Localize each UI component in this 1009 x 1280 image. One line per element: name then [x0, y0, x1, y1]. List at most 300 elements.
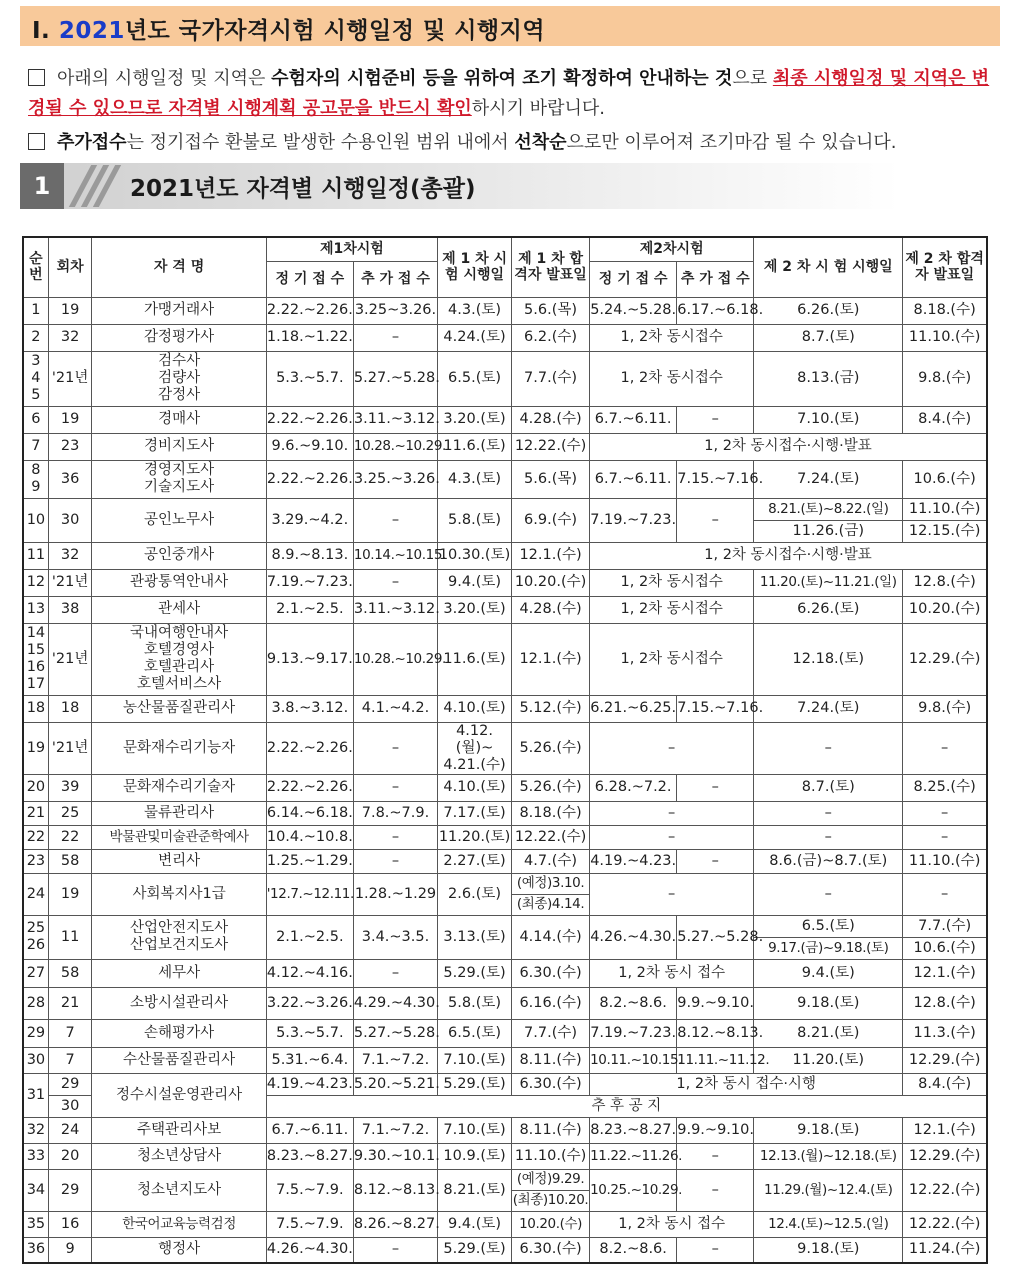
table-cell: 4.12.(월)~ 4.21.(수): [438, 722, 512, 774]
table-cell: –: [754, 825, 903, 849]
table-cell: 7.7.(수): [512, 1019, 590, 1047]
table-cell: 30: [48, 1095, 92, 1117]
table-cell: 8.2.~8.6.: [590, 1237, 677, 1263]
table-cell: 9.4.(토): [438, 569, 512, 596]
table-cell: 6.16.(수): [512, 987, 590, 1019]
table-cell: 9.13.~9.17.: [266, 623, 353, 695]
table-cell: 11.3.(수): [903, 1019, 987, 1047]
table-cell: 2.1.~2.5.: [266, 915, 353, 959]
table-cell: 10.28.~10.29.: [353, 433, 437, 460]
table-cell: 청소년상담사: [92, 1143, 266, 1169]
table-cell: 21: [48, 987, 92, 1019]
header-first-exam: 제1차시험: [266, 237, 437, 261]
table-cell: 6.7.~6.11.: [590, 406, 677, 433]
table-cell: 6.5.(토): [438, 1019, 512, 1047]
table-cell: 3.11.~3.12.: [353, 406, 437, 433]
table-cell: 3.25.~3.26.: [353, 460, 437, 498]
table-cell: –: [677, 498, 754, 542]
table-cell: 12: [23, 569, 48, 596]
table-cell: 14 15 16 17: [23, 623, 48, 695]
table-cell: 3.13.(토): [438, 915, 512, 959]
table-cell: 6.5.(토): [754, 915, 903, 937]
header-second-exam: 제2차시험: [590, 237, 754, 261]
table-cell: 12.4.(토)~12.5.(일): [754, 1211, 903, 1237]
table-cell: –: [903, 722, 987, 774]
table-cell: '12.7.~12.11.: [266, 873, 353, 915]
table-cell: 9.18.(토): [754, 987, 903, 1019]
header-first-result: 제 1 차 합격자 발표일: [512, 237, 590, 297]
table-cell: 12.22.(수): [512, 825, 590, 849]
table-cell: 2.22.~2.26.: [266, 406, 353, 433]
table-cell: 5.27.~5.28.: [353, 1019, 437, 1047]
table-cell: 4.19.~4.23.: [266, 1073, 353, 1095]
table-cell: 11.10.(수): [903, 849, 987, 873]
table-cell: 1, 2차 동시 접수: [590, 959, 754, 987]
table-cell: 7.15.~7.16.: [677, 460, 754, 498]
table-cell: '21년: [48, 351, 92, 406]
table-cell: 11.10.(수): [512, 1143, 590, 1169]
table-cell: 5.3.~5.7.: [266, 351, 353, 406]
table-cell: 관광통역안내사: [92, 569, 266, 596]
table-cell: 29: [48, 1073, 92, 1095]
table-cell: 11.22.~11.26.: [590, 1143, 677, 1169]
table-cell: 19: [48, 406, 92, 433]
chapter-title-text: 년도 국가자격시험 시행일정 및 시행지역: [124, 18, 546, 44]
table-cell: 3.20.(토): [438, 406, 512, 433]
table-cell: 10.20.(수): [903, 596, 987, 623]
table-cell: 9.8.(수): [903, 351, 987, 406]
table-cell: 11.29.(월)~12.4.(토): [754, 1169, 903, 1211]
table-cell: 11.10.(수): [903, 498, 987, 520]
table-cell: (최종)4.14.: [512, 894, 590, 915]
table-cell: (예정)3.10.: [512, 873, 590, 894]
header-first-date: 제 1 차 시 험 시행일: [438, 237, 512, 297]
table-row: [23, 774, 987, 801]
table-cell: 주택관리사보: [92, 1117, 266, 1143]
table-cell: 1, 2차 동시 접수: [590, 1211, 754, 1237]
table-cell: –: [590, 825, 754, 849]
table-cell: 4.19.~4.23.: [590, 849, 677, 873]
table-cell: 10.11.~10.15.: [590, 1047, 677, 1073]
table-cell: –: [353, 722, 437, 774]
table-cell: 9.18.(토): [754, 1237, 903, 1263]
table-cell: 7.19.~7.23.: [590, 1019, 677, 1047]
table-cell: 19: [48, 873, 92, 915]
table-cell: 산업안전지도사 산업보건지도사: [92, 915, 266, 959]
table-cell: 관세사: [92, 596, 266, 623]
table-cell: 경영지도사 기술지도사: [92, 460, 266, 498]
table-cell: 4.1.~4.2.: [353, 695, 437, 722]
table-cell: 8.7.(토): [754, 324, 903, 351]
table-cell: 36: [23, 1237, 48, 1263]
table-cell: 경매사: [92, 406, 266, 433]
table-cell: 공인노무사: [92, 498, 266, 542]
table-cell: 6.7.~6.11.: [590, 460, 677, 498]
table-cell: 8.2.~8.6.: [590, 987, 677, 1019]
table-cell: 행정사: [92, 1237, 266, 1263]
table-cell: 6.30.(수): [512, 959, 590, 987]
table-cell: 23: [23, 849, 48, 873]
table-cell: 12.15.(수): [903, 520, 987, 542]
table-cell: –: [677, 1169, 754, 1211]
table-cell: 25: [48, 801, 92, 825]
table-cell: 1, 2차 동시접수: [590, 351, 754, 406]
table-cell: 7: [48, 1047, 92, 1073]
table-cell: 8.18.(수): [512, 801, 590, 825]
table-cell: 7.7.(수): [512, 351, 590, 406]
table-cell: 6.26.(토): [754, 297, 903, 324]
table-cell: 4.7.(수): [512, 849, 590, 873]
table-cell: 7.7.(수): [903, 915, 987, 937]
table-cell: 9.30.~10.1.: [353, 1143, 437, 1169]
table-cell: 18: [23, 695, 48, 722]
table-cell: 28: [23, 987, 48, 1019]
table-cell: 12.29.(수): [903, 1143, 987, 1169]
table-cell: 4.26.~4.30.: [266, 1237, 353, 1263]
table-cell: 9.18.(토): [754, 1117, 903, 1143]
table-cell: 4.28.(수): [512, 406, 590, 433]
table-cell: –: [903, 801, 987, 825]
table-cell: 7.19.~7.23.: [590, 498, 677, 542]
table-cell: –: [754, 873, 903, 915]
table-row: [23, 623, 987, 695]
table-cell: 추 후 공 지: [266, 1095, 987, 1117]
table-cell: –: [677, 406, 754, 433]
table-cell: –: [353, 774, 437, 801]
table-cell: 8.18.(수): [903, 297, 987, 324]
table-row: [23, 849, 987, 873]
table-cell: 30: [23, 1047, 48, 1073]
table-cell: 4.26.~4.30.: [590, 915, 677, 959]
table-row: [23, 542, 987, 569]
table-cell: 58: [48, 959, 92, 987]
table-cell: 2.22.~2.26.: [266, 722, 353, 774]
table-cell: 9.4.(토): [754, 959, 903, 987]
table-cell: 3.20.(토): [438, 596, 512, 623]
table-cell: 3.11.~3.12.: [353, 596, 437, 623]
header-no: 순번: [23, 237, 48, 297]
table-cell: 1, 2차 동시접수·시행·발표: [590, 542, 987, 569]
warning-text: 최종 시행일정 및 지역은 변경될 수 있으므로 자격별 시행계획 공고문을 반드시 확인: [28, 68, 990, 119]
table-cell: 8.23.~8.27.: [590, 1117, 677, 1143]
table-cell: –: [677, 774, 754, 801]
table-cell: 6.7.~6.11.: [266, 1117, 353, 1143]
table-cell: 10: [23, 498, 48, 542]
table-cell: 10.4.~10.8.: [266, 825, 353, 849]
table-cell: 11: [48, 915, 92, 959]
table-cell: 9.9.~9.10.: [677, 987, 754, 1019]
table-cell: 7.15.~7.16.: [677, 695, 754, 722]
table-cell: 25 26: [23, 915, 48, 959]
table-cell: 10.9.(토): [438, 1143, 512, 1169]
table-cell: 11: [23, 542, 48, 569]
table-row: [23, 460, 987, 498]
table-cell: 19: [48, 297, 92, 324]
table-cell: 5.29.(토): [438, 1237, 512, 1263]
table-cell: 7.19.~7.23.: [266, 569, 353, 596]
table-cell: 5.26.(수): [512, 722, 590, 774]
table-cell: 3.8.~3.12.: [266, 695, 353, 722]
table-cell: 30: [48, 498, 92, 542]
table-cell: 35: [23, 1211, 48, 1237]
table-cell: 4.3.(토): [438, 297, 512, 324]
table-cell: 2.22.~2.26.: [266, 460, 353, 498]
table-cell: 경비지도사: [92, 433, 266, 460]
table-cell: 6.17.~6.18.: [677, 297, 754, 324]
table-cell: 32: [48, 542, 92, 569]
table-cell: '21년: [48, 569, 92, 596]
table-cell: 20: [48, 1143, 92, 1169]
table-cell: 7.24.(토): [754, 695, 903, 722]
table-cell: 12.22.(수): [903, 1169, 987, 1211]
table-cell: 5.27.~5.28.: [677, 915, 754, 959]
table-cell: –: [677, 1237, 754, 1263]
table-cell: 8.11.(수): [512, 1047, 590, 1073]
table-cell: 4.10.(토): [438, 774, 512, 801]
table-cell: 8.6.(금)~8.7.(토): [754, 849, 903, 873]
table-cell: 6.21.~6.25.: [590, 695, 677, 722]
table-row: [23, 1073, 987, 1095]
table-cell: 11.10.(수): [903, 324, 987, 351]
header-first-additional: 추 가 접 수: [353, 261, 437, 297]
table-row: [23, 915, 987, 937]
table-cell: –: [677, 849, 754, 873]
table-cell: 5.31.~6.4.: [266, 1047, 353, 1073]
table-cell: –: [353, 849, 437, 873]
table-cell: 9.6.~9.10.: [266, 433, 353, 460]
table-cell: 7.5.~7.9.: [266, 1211, 353, 1237]
table-cell: 8 9: [23, 460, 48, 498]
table-cell: 11.26.(금): [754, 520, 903, 542]
table-cell: 11.6.(토): [438, 623, 512, 695]
table-cell: 8.4.(수): [903, 406, 987, 433]
table-cell: 33: [23, 1143, 48, 1169]
table-cell: 29: [48, 1169, 92, 1211]
table-row: [23, 1169, 987, 1190]
table-cell: 8.23.~8.27.: [266, 1143, 353, 1169]
table-cell: (최종)10.20.: [512, 1190, 590, 1211]
table-cell: 12.29.(수): [903, 623, 987, 695]
table-cell: 7.17.(토): [438, 801, 512, 825]
table-cell: 11.6.(토): [438, 433, 512, 460]
table-cell: 5.6.(목): [512, 297, 590, 324]
table-cell: 3.4.~3.5.: [353, 915, 437, 959]
table-cell: 12.18.(토): [754, 623, 903, 695]
table-cell: –: [353, 1237, 437, 1263]
table-cell: 23: [48, 433, 92, 460]
table-cell: 4.14.(수): [512, 915, 590, 959]
table-cell: 31: [23, 1073, 48, 1117]
table-cell: 10.14.~10.15.: [353, 542, 437, 569]
header-second-result: 제 2 차 합격자 발표일: [903, 237, 987, 297]
chapter-number: Ⅰ.: [32, 18, 51, 44]
table-cell: 검수사 검량사 감정사: [92, 351, 266, 406]
table-cell: 5.20.~5.21.: [353, 1073, 437, 1095]
table-row: [23, 406, 987, 433]
table-cell: 6.28.~7.2.: [590, 774, 677, 801]
table-cell: 공인중개사: [92, 542, 266, 569]
table-cell: 국내여행안내사 호텔경영사 호텔관리사 호텔서비스사: [92, 623, 266, 695]
table-cell: 6.14.~6.18.: [266, 801, 353, 825]
table-cell: 6: [23, 406, 48, 433]
table-cell: 농산물품질관리사: [92, 695, 266, 722]
table-cell: –: [590, 873, 754, 915]
table-cell: 6.26.(토): [754, 596, 903, 623]
table-cell: 4.10.(토): [438, 695, 512, 722]
table-cell: 문화재수리기능자: [92, 722, 266, 774]
table-cell: 12.1.(수): [512, 623, 590, 695]
table-row: [23, 596, 987, 623]
table-cell: 가맹거래사: [92, 297, 266, 324]
table-cell: 5.8.(토): [438, 987, 512, 1019]
table-cell: 12.8.(수): [903, 987, 987, 1019]
table-row: [23, 297, 987, 324]
table-cell: 1, 2차 동시접수·시행·발표: [590, 433, 987, 460]
table-cell: 4.3.(토): [438, 460, 512, 498]
table-row: [23, 1047, 987, 1073]
table-cell: 10.30.(토): [438, 542, 512, 569]
table-cell: 7: [48, 1019, 92, 1047]
table-cell: 22: [23, 825, 48, 849]
table-cell: 6.30.(수): [512, 1073, 590, 1095]
table-cell: –: [353, 498, 437, 542]
table-cell: 12.13.(월)~12.18.(토): [754, 1143, 903, 1169]
table-cell: 3.25~3.26.: [353, 297, 437, 324]
table-cell: 1.18.~1.22.: [266, 324, 353, 351]
table-cell: 21: [23, 801, 48, 825]
table-cell: 39: [48, 774, 92, 801]
table-cell: 5.27.~5.28.: [353, 351, 437, 406]
table-cell: 3.29.~4.2.: [266, 498, 353, 542]
table-cell: 1, 2차 동시접수: [590, 623, 754, 695]
table-cell: –: [353, 825, 437, 849]
table-cell: –: [754, 801, 903, 825]
table-cell: 손해평가사: [92, 1019, 266, 1047]
table-cell: 2.22.~2.26.: [266, 774, 353, 801]
table-cell: 4.28.(수): [512, 596, 590, 623]
table-cell: (예정)9.29.: [512, 1169, 590, 1190]
table-cell: 8.21.(토): [438, 1169, 512, 1211]
table-cell: 5.8.(토): [438, 498, 512, 542]
table-cell: 12.8.(수): [903, 569, 987, 596]
table-cell: 감정평가사: [92, 324, 266, 351]
table-cell: 7.10.(토): [754, 406, 903, 433]
table-cell: 8.11.(수): [512, 1117, 590, 1143]
table-cell: –: [590, 722, 754, 774]
table-row: [23, 569, 987, 596]
table-cell: 24: [48, 1117, 92, 1143]
chapter-title: [32, 12, 545, 45]
table-cell: –: [903, 825, 987, 849]
table-cell: 10.6.(수): [903, 460, 987, 498]
table-cell: 19: [23, 722, 48, 774]
table-cell: 12.29.(수): [903, 1047, 987, 1073]
table-cell: 12.22.(수): [903, 1211, 987, 1237]
table-row: [23, 433, 987, 460]
table-cell: 2: [23, 324, 48, 351]
table-row: [23, 498, 987, 520]
table-cell: 8.21.(토): [754, 1019, 903, 1047]
table-cell: 소방시설관리사: [92, 987, 266, 1019]
table-row: [23, 1211, 987, 1237]
table-cell: 4.12.~4.16.: [266, 959, 353, 987]
table-cell: –: [353, 324, 437, 351]
table-cell: 8.7.(토): [754, 774, 903, 801]
table-cell: –: [353, 959, 437, 987]
table-cell: 18: [48, 695, 92, 722]
table-row: [23, 959, 987, 987]
table-cell: 7: [23, 433, 48, 460]
table-cell: 32: [48, 324, 92, 351]
schedule-table: [22, 236, 988, 1264]
table-cell: 7.10.(토): [438, 1047, 512, 1073]
table-cell: 6.5.(토): [438, 351, 512, 406]
table-cell: 9.9.~9.10.: [677, 1117, 754, 1143]
table-cell: 8.12.~8.13.: [353, 1169, 437, 1211]
table-cell: 3.22.~3.26.: [266, 987, 353, 1019]
checkbox-bullet: [28, 69, 45, 86]
table-cell: 1, 2차 동시 접수·시행: [590, 1073, 903, 1095]
table-cell: 10.20.(수): [512, 1211, 590, 1237]
table-row: [23, 987, 987, 1019]
table-row: [23, 695, 987, 722]
table-cell: 수산물품질관리사: [92, 1047, 266, 1073]
chapter-year: 2021: [58, 18, 125, 44]
table-cell: 8.9.~8.13.: [266, 542, 353, 569]
header-first-regular: 정 기 접 수: [266, 261, 353, 297]
table-cell: 8.25.(수): [903, 774, 987, 801]
notice-1: 아래의 시행일정 및 지역은 수험자의 시험준비 등을 위하여 조기 확정하여 안내하는 것으로 최종 시행일정 및 지역은 변경될 수 있으므로 자격별 시행계획 공고문을 반드시 확인하시기 바랍니다.: [28, 68, 990, 119]
table-row: [23, 801, 987, 825]
table-cell: 1, 2차 동시접수: [590, 324, 754, 351]
table-cell: 22: [48, 825, 92, 849]
table-cell: 12.1.(수): [512, 542, 590, 569]
table-cell: 2.27.(토): [438, 849, 512, 873]
table-cell: 5.6.(목): [512, 460, 590, 498]
section-header: [20, 163, 900, 209]
table-row: [23, 722, 987, 774]
table-cell: 1, 2차 동시접수: [590, 596, 754, 623]
table-cell: 6.9.(수): [512, 498, 590, 542]
table-cell: 5.3.~5.7.: [266, 1019, 353, 1047]
table-cell: 9.8.(수): [903, 695, 987, 722]
table-cell: 8.12.~8.13.: [677, 1019, 754, 1047]
table-cell: 세무사: [92, 959, 266, 987]
table-cell: 2.6.(토): [438, 873, 512, 915]
table-cell: 24: [23, 873, 48, 915]
table-cell: 11.20.(토)~11.21.(일): [754, 569, 903, 596]
table-cell: –: [353, 569, 437, 596]
table-cell: 32: [23, 1117, 48, 1143]
table-cell: 10.20.(수): [512, 569, 590, 596]
table-cell: 38: [48, 596, 92, 623]
table-cell: 5.29.(토): [438, 1073, 512, 1095]
table-cell: 청소년지도사: [92, 1169, 266, 1211]
table-cell: 5.26.(수): [512, 774, 590, 801]
table-cell: 58: [48, 849, 92, 873]
header-round: 회차: [48, 237, 92, 297]
table-cell: 2.22.~2.26.: [266, 297, 353, 324]
table-cell: 5.24.~5.28.: [590, 297, 677, 324]
table-cell: 29: [23, 1019, 48, 1047]
table-cell: 7.24.(토): [754, 460, 903, 498]
table-cell: 7.1.~7.2.: [353, 1047, 437, 1073]
table-cell: 변리사: [92, 849, 266, 873]
table-cell: 9.4.(토): [438, 1211, 512, 1237]
table-cell: 물류관리사: [92, 801, 266, 825]
header-second-date: 제 2 차 시 험 시행일: [754, 237, 903, 297]
table-cell: 2.1.~2.5.: [266, 596, 353, 623]
